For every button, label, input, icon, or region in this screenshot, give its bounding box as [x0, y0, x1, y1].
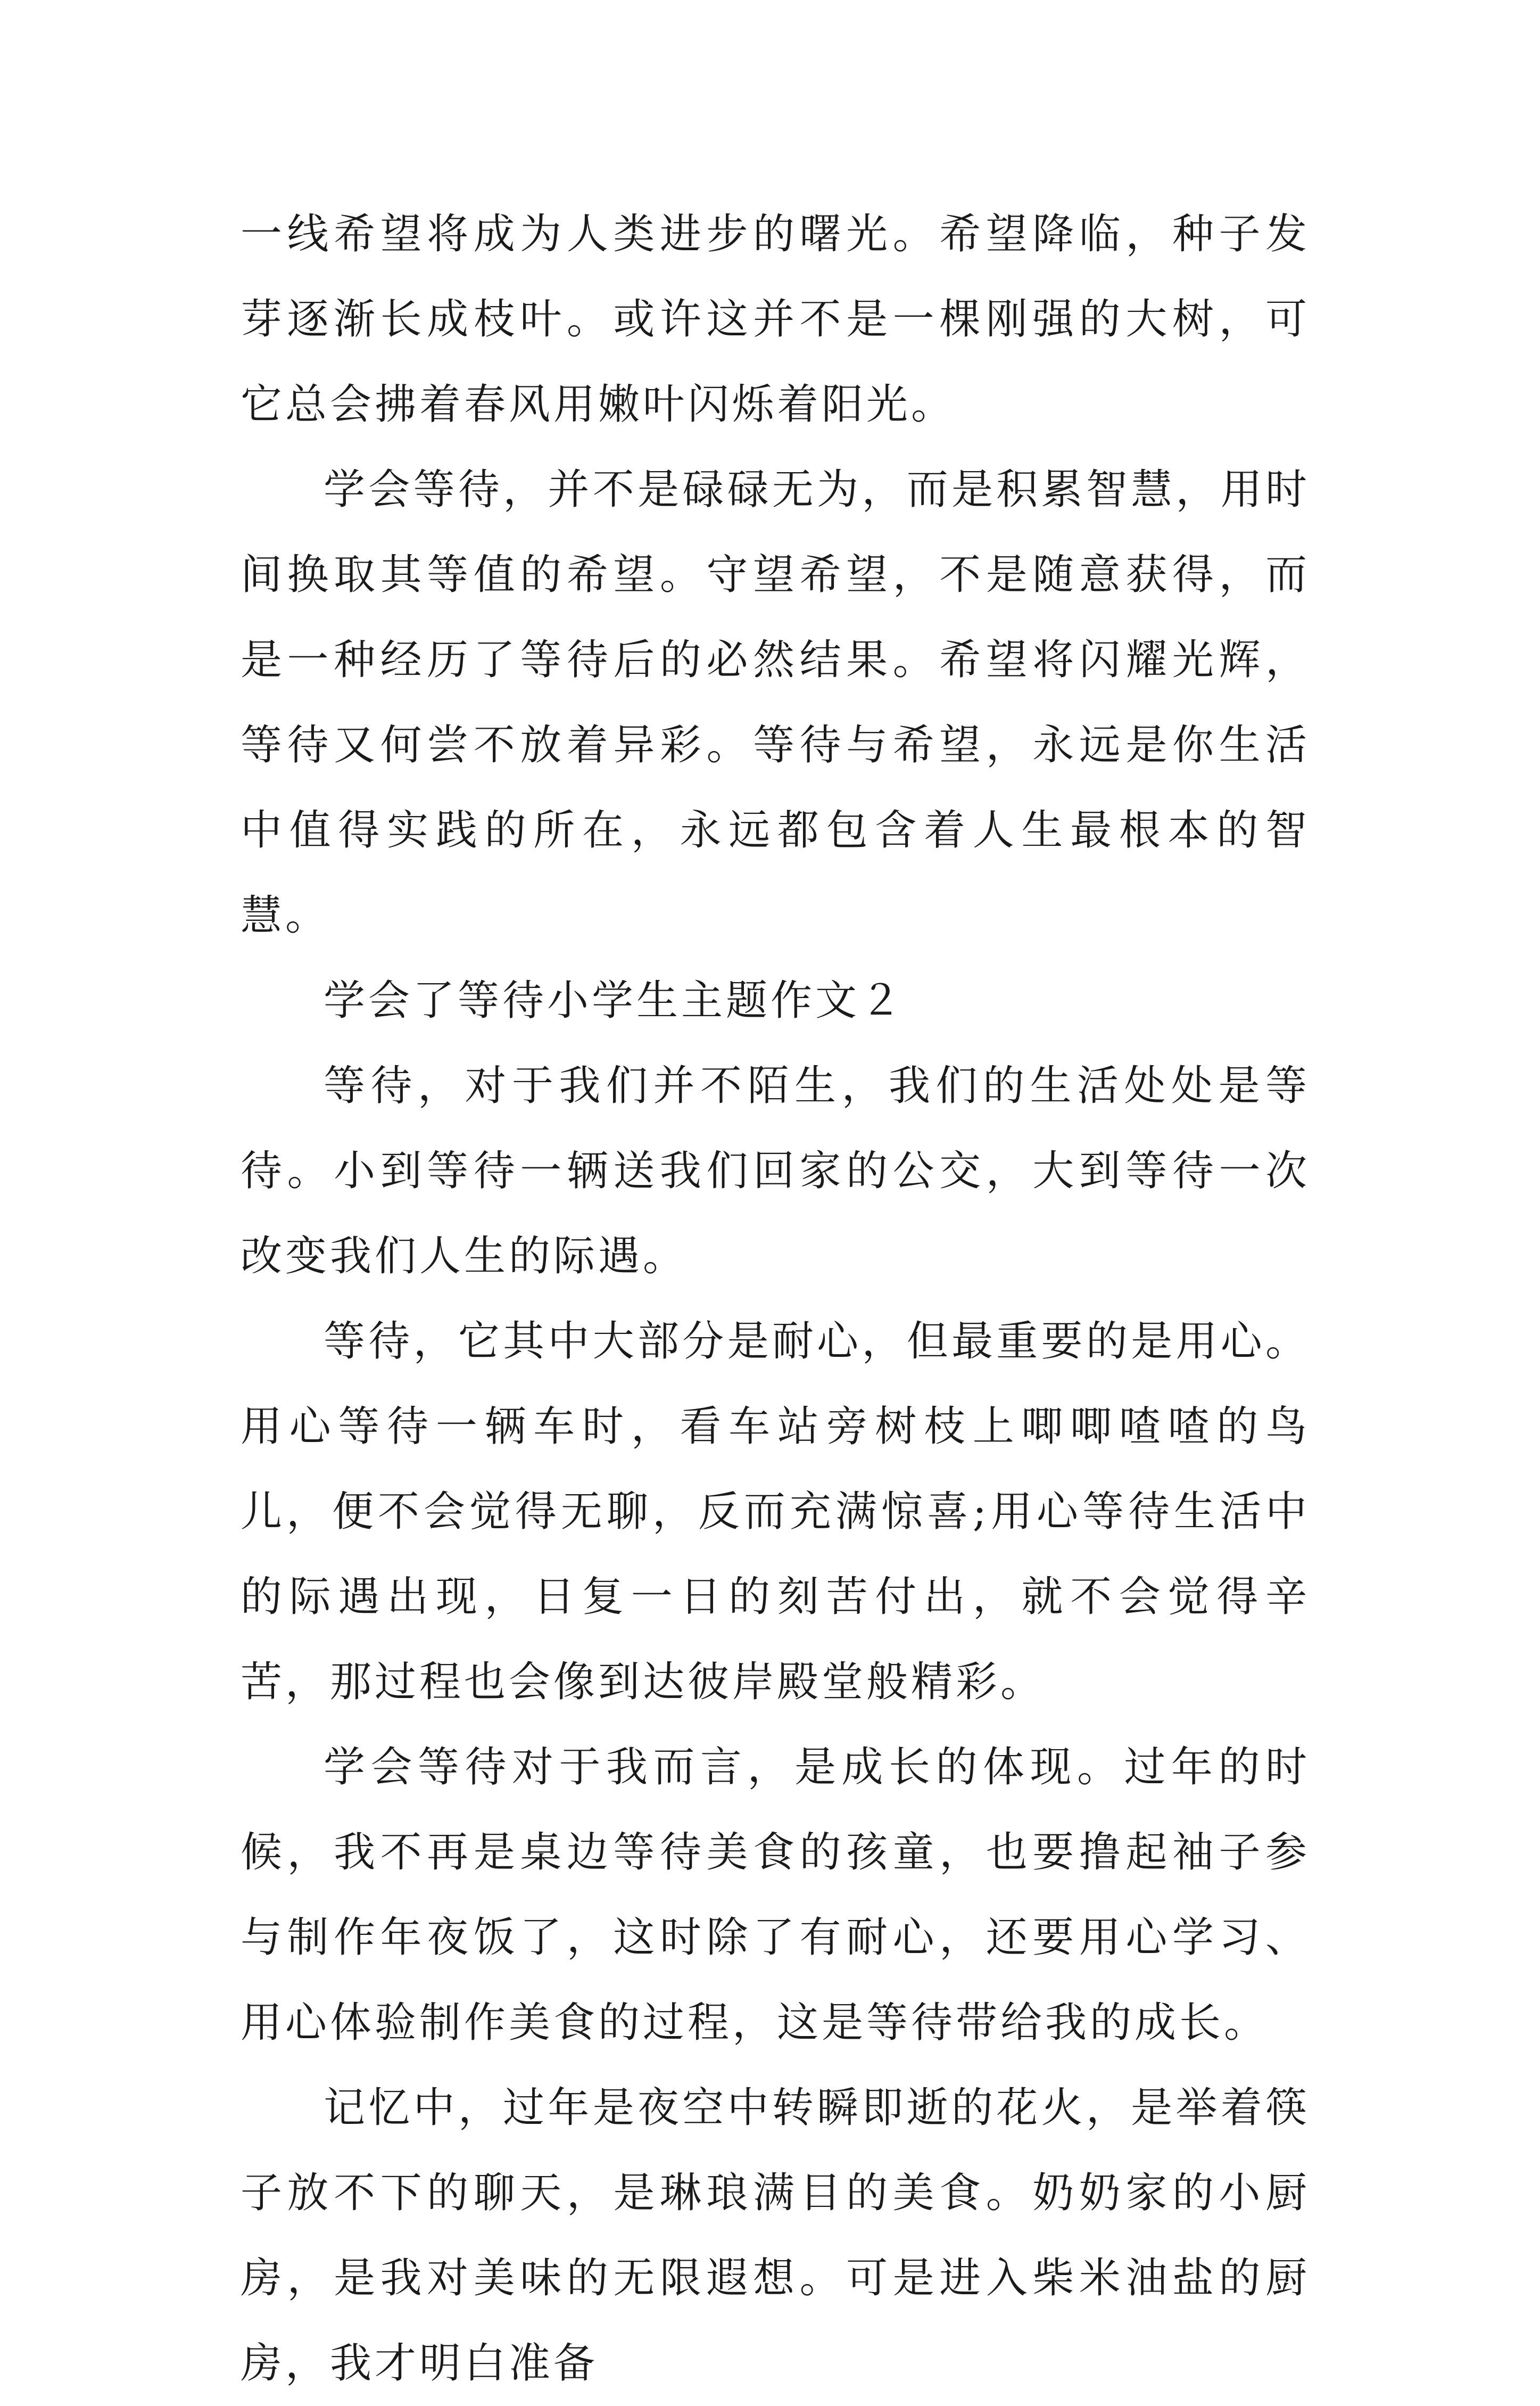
paragraph-3: 等待，对于我们并不陌生，我们的生活处处是等待。小到等待一辆送我们回家的公交，大到等待一次改变我们人生的际遇。	[241, 1062, 1310, 1280]
paragraph-6: 记忆中，过年是夜空中转瞬即逝的花火，是举着筷子放不下的聊天，是琳琅满目的美食。奶奶家的小厨房，是我对美味的无限遐想。可是进入柴米油盐的厨房，我才明白准备	[241, 2084, 1310, 2387]
paragraph-2: 学会等待，并不是碌碌无为，而是积累智慧，用时间换取其等值的希望。守望希望，不是随意获得，而是一种经历了等待后的必然结果。希望将闪耀光辉，等待又何尝不放着异彩。等待与希望，永远是你生活中值得实践的所在，永远都包含着人生最根本的智慧。	[241, 466, 1310, 940]
body-text	[241, 192, 1310, 2406]
paragraph-5: 学会等待对于我而言，是成长的体现。过年的时候，我不再是桌边等待美食的孩童，也要撸起袖子参与制作年夜饭了，这时除了有耐心，还要用心学习、用心体验制作美食的过程，这是等待带给我的成长。	[241, 1743, 1310, 2047]
paragraph-4: 等待，它其中大部分是耐心，但最重要的是用心。用心等待一辆车时，看车站旁树枝上唧唧喳喳的鸟儿，便不会觉得无聊，反而充满惊喜;用心等待生活中的际遇出现，日复一日的刻苦付出，就不会觉得辛苦，那过程也会像到达彼岸殿堂般精彩。	[241, 1317, 1310, 1706]
essay-title: 学会了等待小学生主题作文２	[324, 977, 905, 1025]
paragraph-1: 一线希望将成为人类进步的曙光。希望降临，种子发芽逐渐长成枝叶。或许这并不是一棵刚强的大树，可它总会拂着春风用嫩叶闪烁着阳光。	[241, 210, 1310, 429]
